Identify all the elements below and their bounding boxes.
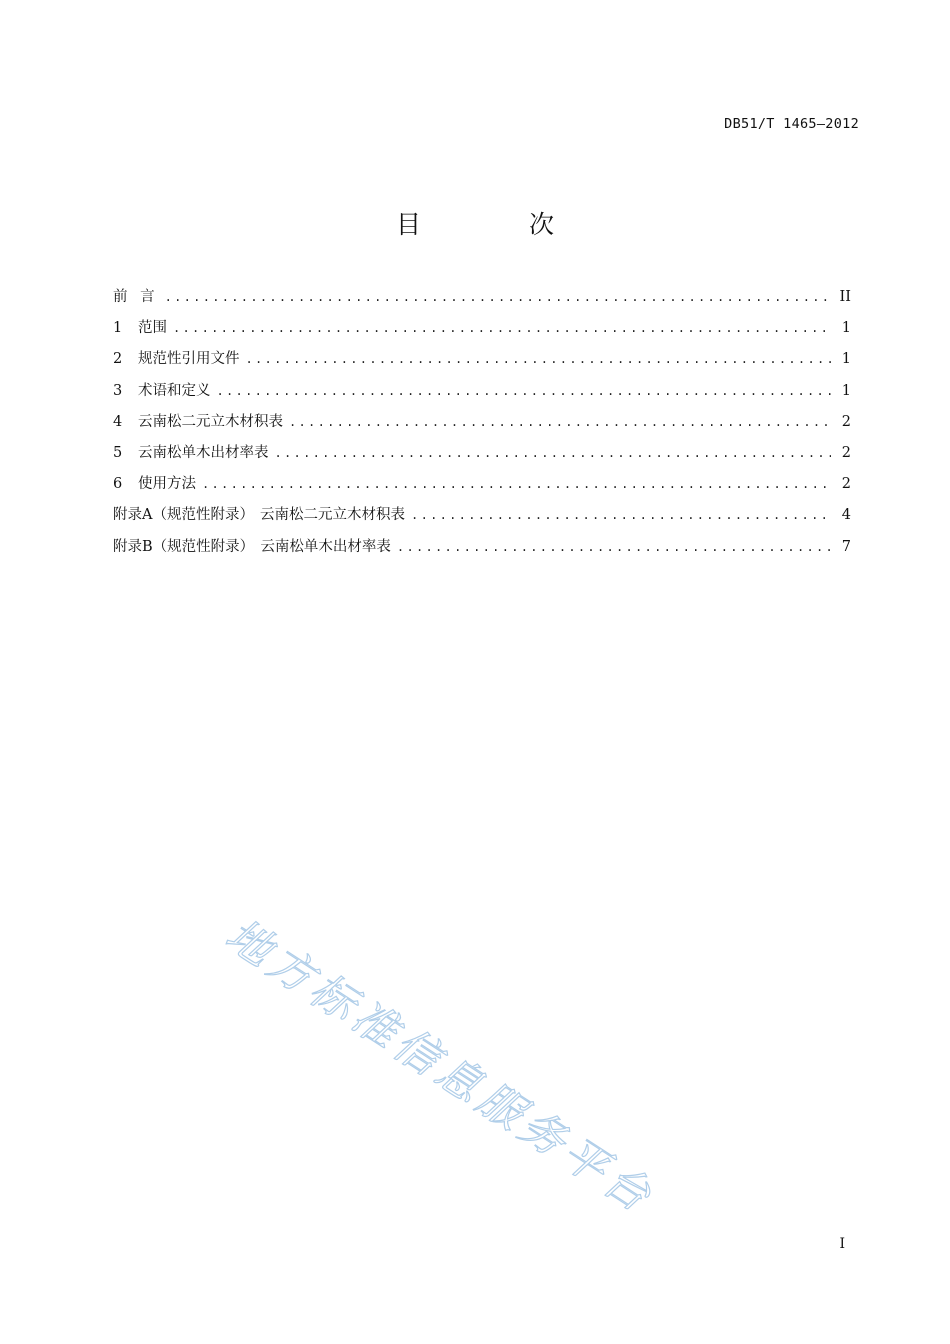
toc-leader-dots [173, 318, 831, 338]
toc-leader-dots [246, 349, 832, 369]
toc-entry-label: 云南松单木出材率表 [138, 444, 269, 461]
toc-entry-label: 使用方法 [138, 476, 196, 493]
toc-entry-label: 前 言 [113, 289, 159, 305]
toc-entry-page: 2 [841, 413, 851, 430]
table-of-contents [113, 287, 851, 568]
toc-entry-appendix-b[interactable] [113, 537, 851, 568]
toc-title: 目 次 [396, 210, 604, 239]
toc-entry-outturn-table[interactable] [113, 443, 851, 474]
toc-entry-page: 1 [841, 382, 851, 399]
toc-entry-foreword[interactable] [113, 287, 851, 318]
toc-entry-number: 1 [113, 320, 123, 337]
toc-leader-dots [202, 474, 831, 494]
toc-entry-page: 1 [841, 320, 851, 337]
toc-entry-normative-references[interactable] [113, 349, 851, 380]
toc-entry-number: 3 [113, 382, 123, 399]
toc-entry-page: 1 [841, 351, 851, 368]
toc-entry-label: 云南松二元立木材积表 [138, 413, 283, 430]
toc-entry-scope[interactable] [113, 318, 851, 349]
toc-entry-label: 附录A（规范性附录） [113, 507, 254, 524]
toc-entry-page: 7 [841, 538, 851, 555]
toc-entry-sublabel: 云南松单木出材率表 [260, 538, 391, 555]
toc-entry-page: 4 [841, 507, 851, 524]
toc-entry-page: 2 [841, 476, 851, 493]
page-number: I [839, 1236, 845, 1252]
toc-entry-number: 2 [113, 351, 123, 368]
toc-leader-dots [275, 443, 832, 463]
toc-leader-dots [397, 537, 831, 557]
toc-entry-number: 4 [113, 413, 123, 430]
toc-entry-page: II [839, 289, 851, 305]
toc-leader-dots [165, 287, 831, 307]
toc-entry-usage[interactable] [113, 474, 851, 505]
toc-entry-label: 规范性引用文件 [138, 351, 240, 368]
toc-entry-label: 范围 [138, 320, 167, 337]
toc-leader-dots [217, 381, 832, 401]
toc-entry-number: 6 [113, 476, 123, 493]
toc-entry-volume-table[interactable] [113, 412, 851, 443]
toc-entry-appendix-a[interactable] [113, 505, 851, 536]
toc-leader-dots [411, 505, 831, 525]
toc-entry-number: 5 [113, 444, 123, 461]
toc-entry-label: 术语和定义 [138, 382, 211, 399]
standard-code: DB51/T 1465—2012 [724, 116, 859, 132]
toc-entry-terms-definitions[interactable] [113, 381, 851, 412]
toc-entry-label: 附录B（规范性附录） [113, 538, 255, 555]
watermark: 地方标准信息服务平台 [216, 909, 664, 1225]
toc-entry-page: 2 [841, 444, 851, 461]
toc-leader-dots [289, 412, 831, 432]
toc-entry-sublabel: 云南松二元立木材积表 [260, 507, 406, 524]
